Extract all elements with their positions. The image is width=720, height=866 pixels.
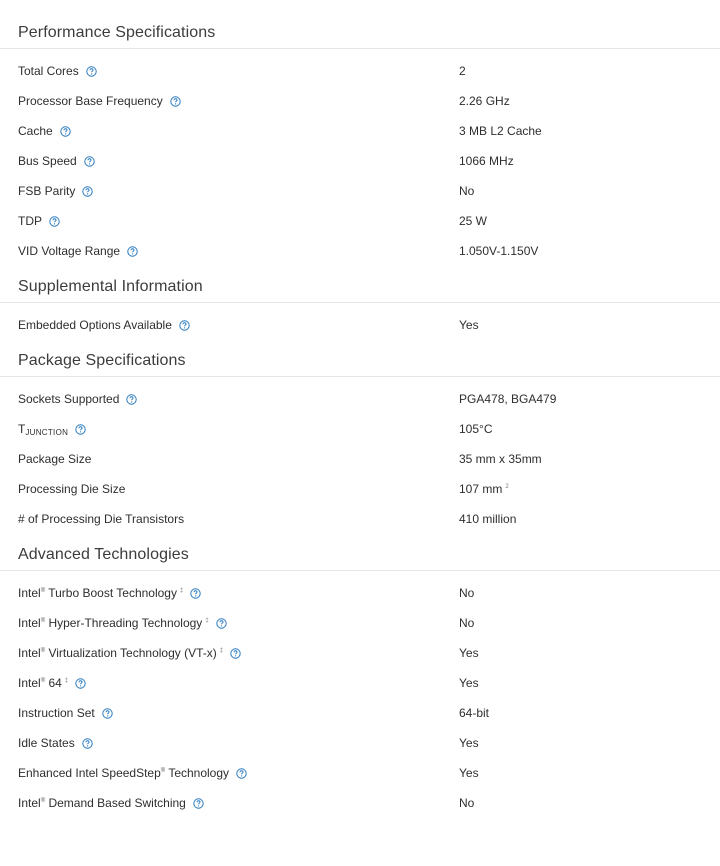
section-title: Performance Specifications <box>0 18 720 49</box>
spec-value: 64-bit <box>459 706 490 720</box>
question-circle-icon[interactable] <box>170 96 181 107</box>
spec-label: Sockets Supported <box>18 392 120 406</box>
question-circle-icon[interactable] <box>75 678 86 689</box>
footnote-mark[interactable]: ‡ <box>179 588 184 594</box>
spec-row-die-size <box>0 474 720 504</box>
label-rest: Demand Based Switching <box>45 796 186 810</box>
spec-row-turbo-boost <box>0 578 720 608</box>
label-rest: 64 <box>45 676 62 690</box>
spec-label <box>18 586 183 600</box>
spec-label: Processing Die Size <box>18 482 126 496</box>
spec-row-intel-64 <box>0 668 720 698</box>
spec-value: No <box>459 184 475 198</box>
label-rest: Virtualization Technology (VT-x) <box>45 646 217 660</box>
spec-row-speedstep <box>0 758 720 788</box>
section-title: Advanced Technologies <box>0 540 720 571</box>
question-circle-icon[interactable] <box>216 618 227 629</box>
footnote-mark[interactable]: ‡ <box>205 618 209 624</box>
spec-label: Package Size <box>18 452 92 466</box>
spec-value: Yes <box>459 676 479 690</box>
label-prefix: Intel <box>18 796 41 810</box>
question-circle-icon[interactable] <box>82 186 93 197</box>
spec-value-main: 107 mm <box>459 482 503 496</box>
spec-row-bus-speed <box>0 146 720 176</box>
label-prefix: Intel <box>18 616 41 630</box>
spec-row-sockets <box>0 384 720 414</box>
question-circle-icon[interactable] <box>236 768 247 779</box>
spec-value: 1066 MHz <box>459 154 514 168</box>
registered-mark: ® <box>40 678 46 684</box>
spec-row-virtualization <box>0 638 720 668</box>
spec-label <box>18 422 68 437</box>
question-circle-icon[interactable] <box>49 216 60 227</box>
label-rest: Hyper-Threading Technology <box>45 616 203 630</box>
section-advanced <box>0 540 720 818</box>
spec-label: Processor Base Frequency <box>18 94 163 108</box>
spec-label: Idle States <box>18 736 75 750</box>
spec-label: Bus Speed <box>18 154 77 168</box>
spec-row-idle-states <box>0 728 720 758</box>
spec-label: Embedded Options Available <box>18 318 172 332</box>
registered-mark: ® <box>40 648 46 654</box>
spec-value: No <box>459 616 475 630</box>
spec-row-tjunction <box>0 414 720 444</box>
spec-value: Yes <box>459 736 479 750</box>
spec-label <box>18 646 223 660</box>
registered-mark: ® <box>40 798 46 804</box>
label-prefix: Enhanced Intel SpeedStep <box>18 766 161 780</box>
spec-value: 2.26 GHz <box>459 94 510 108</box>
spec-label <box>18 796 186 810</box>
spec-value: Yes <box>459 318 479 332</box>
label-rest: Turbo Boost Technology <box>45 586 177 600</box>
question-circle-icon[interactable] <box>82 738 93 749</box>
spec-value: 25 W <box>459 214 488 228</box>
question-circle-icon[interactable] <box>102 708 113 719</box>
question-circle-icon[interactable] <box>84 156 95 167</box>
spec-value: No <box>459 796 475 810</box>
label-rest: Technology <box>165 766 230 780</box>
spec-row-tdp <box>0 206 720 236</box>
section-performance <box>0 18 720 266</box>
spec-row-cache <box>0 116 720 146</box>
spec-value: 2 <box>459 64 466 78</box>
spec-row-total-cores <box>0 56 720 86</box>
spec-label: VID Voltage Range <box>18 244 121 258</box>
question-circle-icon[interactable] <box>230 648 241 659</box>
spec-label: Instruction Set <box>18 706 95 720</box>
spec-value: PGA478, BGA479 <box>459 392 557 406</box>
spec-label: # of Processing Die Transistors <box>18 512 185 526</box>
question-circle-icon[interactable] <box>193 798 204 809</box>
question-circle-icon[interactable] <box>179 320 190 331</box>
section-title: Package Specifications <box>0 346 720 377</box>
registered-mark: ® <box>40 588 46 594</box>
label-prefix: Intel <box>18 586 41 600</box>
label-prefix: Intel <box>18 646 41 660</box>
spec-value: 410 million <box>459 512 517 526</box>
spec-row-hyper-threading <box>0 608 720 638</box>
spec-label-main: T <box>18 421 26 436</box>
spec-label: Total Cores <box>18 64 79 78</box>
spec-label <box>18 766 229 780</box>
registered-mark: ® <box>40 618 46 624</box>
spec-value-superscript: 2 <box>505 484 509 490</box>
registered-mark: ® <box>160 768 166 774</box>
spec-row-transistors <box>0 504 720 534</box>
question-circle-icon[interactable] <box>75 424 86 435</box>
question-circle-icon[interactable] <box>127 246 138 257</box>
spec-label: Cache <box>18 124 53 138</box>
question-circle-icon[interactable] <box>126 394 137 405</box>
spec-row-vid-voltage <box>0 236 720 266</box>
footnote-mark[interactable]: ‡ <box>219 648 224 654</box>
spec-row-demand-switching <box>0 788 720 818</box>
section-supplemental <box>0 272 720 340</box>
spec-value: No <box>459 586 475 600</box>
spec-label <box>18 616 209 630</box>
spec-row-package-size <box>0 444 720 474</box>
question-circle-icon[interactable] <box>60 126 71 137</box>
section-package <box>0 346 720 534</box>
section-title: Supplemental Information <box>0 272 720 303</box>
spec-value <box>459 482 720 496</box>
spec-value: Yes <box>459 646 479 660</box>
spec-value: 3 MB L2 Cache <box>459 124 542 138</box>
spec-value: 35 mm x 35mm <box>459 452 542 466</box>
spec-label <box>18 676 68 690</box>
spec-row-base-frequency <box>0 86 720 116</box>
spec-row-instruction-set <box>0 698 720 728</box>
footnote-mark[interactable]: ‡ <box>64 678 69 684</box>
spec-label-subscript: JUNCTION <box>25 427 69 437</box>
spec-value: 1.050V-1.150V <box>459 244 539 258</box>
label-prefix: Intel <box>18 676 41 690</box>
spec-value: Yes <box>459 766 479 780</box>
spec-label: FSB Parity <box>18 184 76 198</box>
question-circle-icon[interactable] <box>86 66 97 77</box>
spec-row-fsb-parity <box>0 176 720 206</box>
spec-value: 105°C <box>459 422 493 436</box>
spec-row-embedded-options <box>0 310 720 340</box>
spec-label: TDP <box>18 214 42 228</box>
question-circle-icon[interactable] <box>190 588 201 599</box>
